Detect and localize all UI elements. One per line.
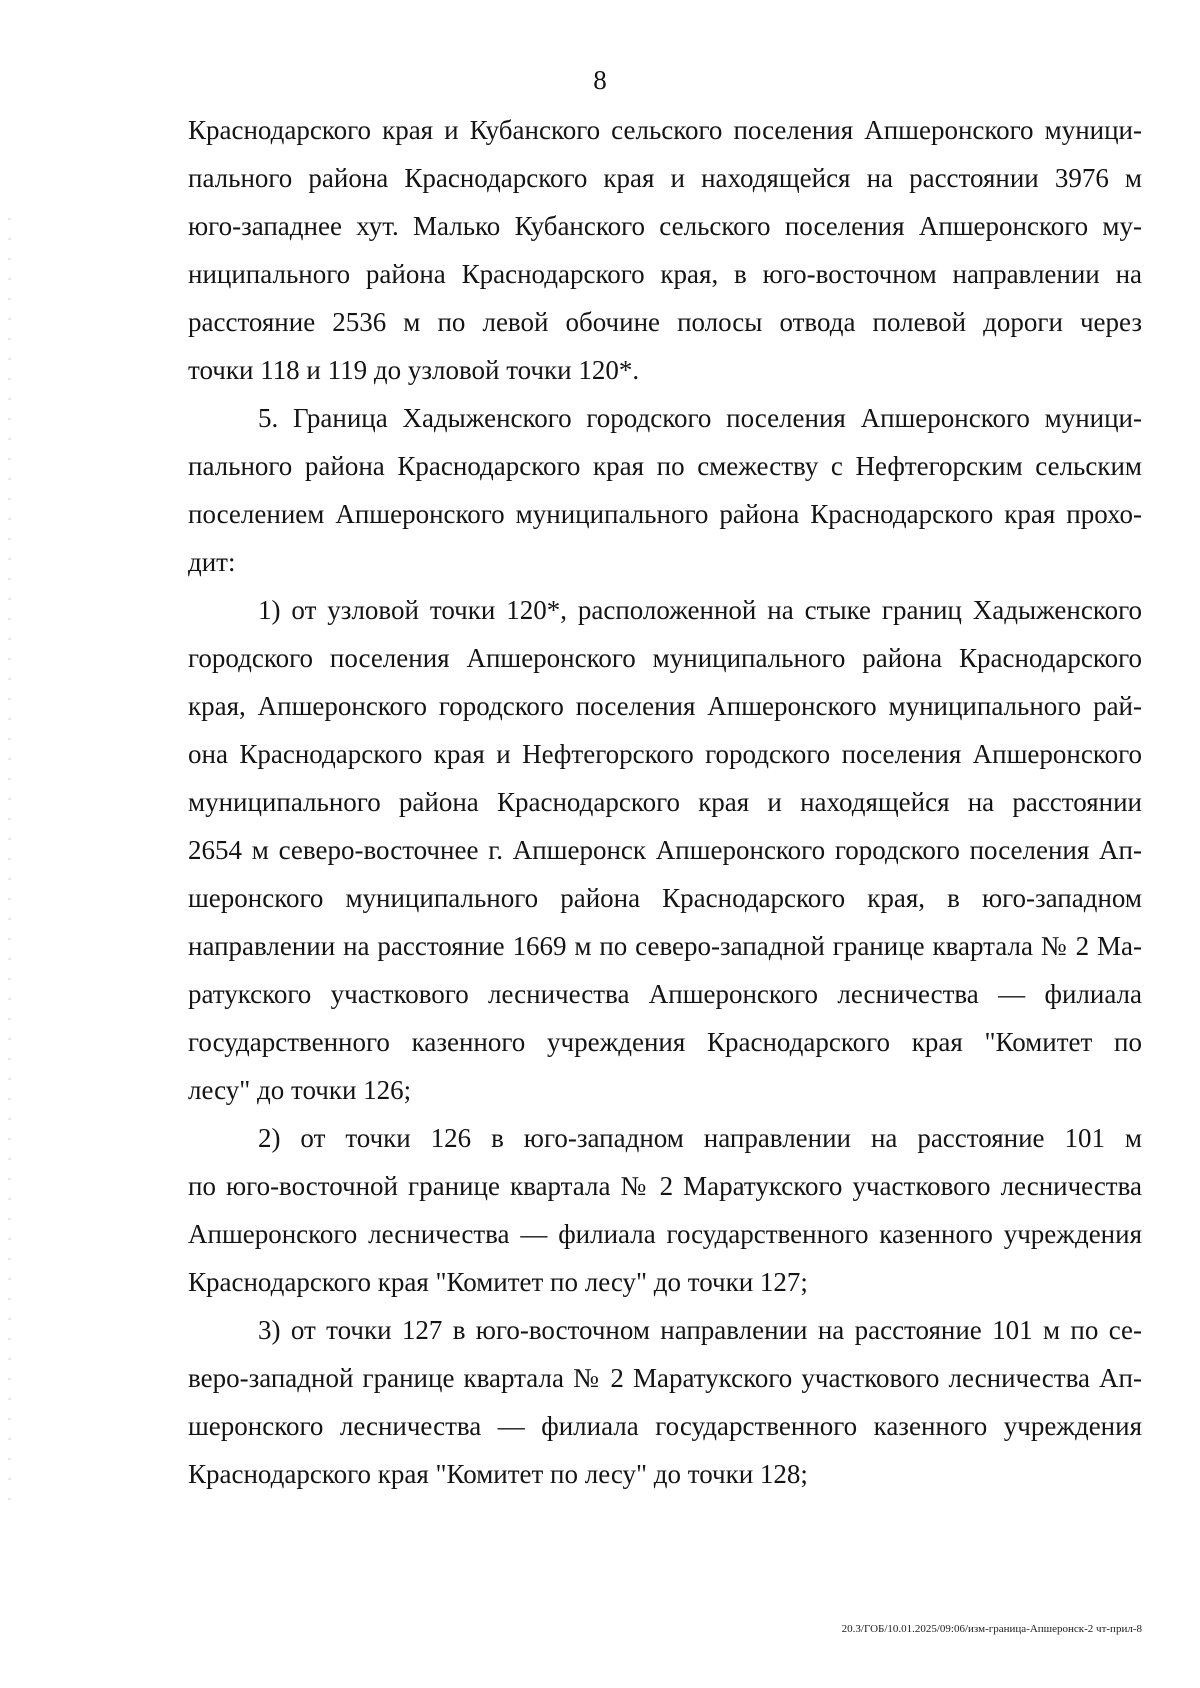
text-line: по юго-восточной границе квартала № 2 Маратукского участкового лесничества [188, 1171, 1142, 1201]
text-line: 3) от точки 127 в юго-восточном направлении на расстояние 101 м по се- [258, 1315, 1142, 1345]
document-body [188, 106, 1142, 1498]
paragraph [188, 586, 1142, 1114]
text-line: лесу" до точки 126; [188, 1075, 412, 1105]
text-line: ратукского участкового лесничества Апшеронского лесничества — филиала [188, 979, 1142, 1009]
text-line: 2) от точки 126 в юго-западном направлении на расстояние 101 м [258, 1123, 1142, 1153]
paragraph [188, 394, 1142, 586]
page-number: 8 [593, 65, 607, 95]
text-line: юго-западнее хут. Малько Кубанского сельского поселения Апшеронского му- [188, 211, 1142, 241]
text-line: городского поселения Апшеронского муниципального района Краснодарского [188, 643, 1142, 673]
text-line: дит: [188, 547, 236, 577]
text-line: Краснодарского края "Комитет по лесу" до точки 127; [188, 1267, 808, 1297]
document-footer-code: 20.3/ГОБ/10.01.2025/09:06/изм-граница-Апшеронск-2 чт-прил-8 [841, 1623, 1142, 1635]
paragraph [188, 1114, 1142, 1306]
text-line: поселением Апшеронского муниципального района Краснодарского края прохо- [188, 499, 1142, 529]
paragraph [188, 106, 1142, 394]
text-line: она Краснодарского края и Нефтегорского городского поселения Апшеронского [188, 739, 1142, 769]
text-line: Апшеронского лесничества — филиала государственного казенного учреждения [188, 1219, 1142, 1249]
text-line: 5. Граница Хадыженского городского поселения Апшеронского муници- [258, 403, 1142, 433]
text-line: Краснодарского края и Кубанского сельского поселения Апшеронского муници- [188, 115, 1142, 145]
text-line: шеронского муниципального района Краснодарского края, в юго-западном [188, 883, 1142, 913]
text-line: точки 118 и 119 до узловой точки 120*. [188, 355, 640, 385]
text-line: муниципального района Краснодарского края и находящейся на расстоянии [188, 787, 1142, 817]
text-line: пального района Краснодарского края по смежеству с Нефтегорским сельским [188, 451, 1142, 481]
text-line: веро-западной границе квартала № 2 Маратукского участкового лесничества Ап- [188, 1363, 1142, 1393]
text-line: 1) от узловой точки 120*, расположенной на стыке границ Хадыженского [258, 595, 1142, 625]
text-line: Краснодарского края "Комитет по лесу" до точки 128; [188, 1459, 808, 1489]
text-line: края, Апшеронского городского поселения Апшеронского муниципального рай- [188, 691, 1142, 721]
text-line: направлении на расстояние 1669 м по северо-западной границе квартала № 2 Ма- [188, 931, 1142, 961]
text-line: расстояние 2536 м по левой обочине полосы отвода полевой дороги через [188, 307, 1142, 337]
text-line: пального района Краснодарского края и находящейся на расстоянии 3976 м [188, 163, 1142, 193]
text-line: государственного казенного учреждения Краснодарского края "Комитет по [188, 1027, 1142, 1057]
text-line: шеронского лесничества — филиала государственного казенного учреждения [188, 1411, 1142, 1441]
scan-margin-artifact [8, 200, 11, 1500]
paragraph [188, 1306, 1142, 1498]
text-line: ниципального района Краснодарского края, в юго-восточном направлении на [188, 259, 1142, 289]
text-line: 2654 м северо-восточнее г. Апшеронск Апшеронского городского поселения Ап- [188, 835, 1142, 865]
